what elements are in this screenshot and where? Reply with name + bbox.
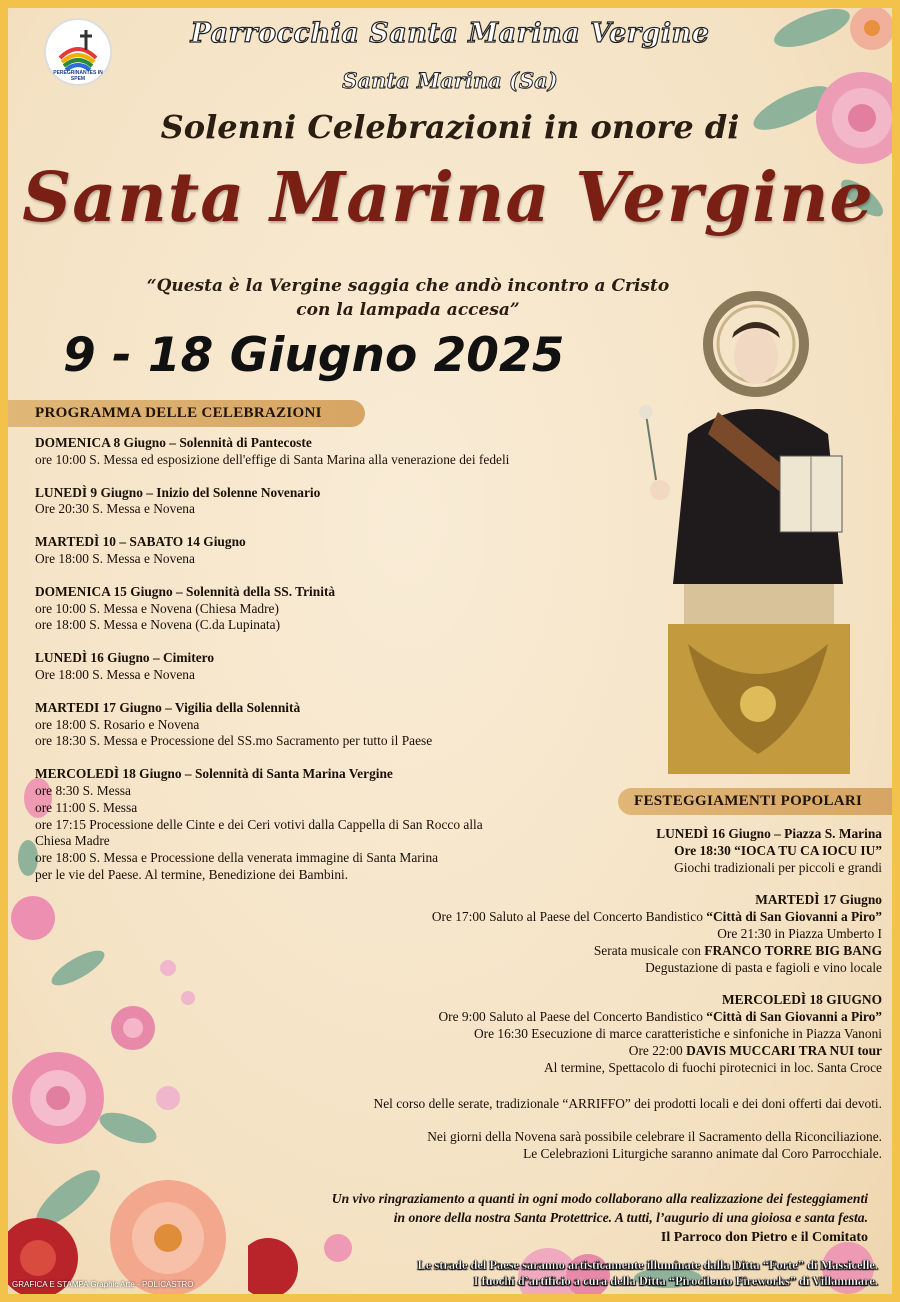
town-name: Santa Marina (Sa) <box>342 68 558 93</box>
program-event <box>35 700 615 750</box>
arriffo-note: Nel corso delle serate, tradizionale “ARRIFFO” dei prodotti locali e dei doni offerti dai devoti. <box>373 1096 882 1111</box>
program-event-line: ore 10:00 S. Messa e Novena (Chiesa Madre) <box>35 600 279 616</box>
parish-name: Parrocchia Santa Marina Vergine <box>190 18 710 49</box>
poster <box>8 8 892 1294</box>
festivity-line: Degustazione di pasta e fagioli e vino locale <box>645 959 882 975</box>
program-event <box>35 485 615 519</box>
thanks-message <box>238 1189 868 1227</box>
novena-note-line-2: Le Celebrazioni Liturgiche saranno animate dal Coro Parrocchiale. <box>523 1145 882 1161</box>
program-heading: PROGRAMMA DELLE CELEBRAZIONI <box>8 400 365 427</box>
program-event-title: DOMENICA 8 Giugno – Solennità di Pantecoste <box>35 435 312 450</box>
program-event-title: MARTEDÌ 10 – SABATO 14 Giugno <box>35 534 246 550</box>
program-event-title: MERCOLEDÌ 18 Giugno – Solennità di Santa Marina Vergine <box>35 766 393 782</box>
saint-title: Santa Marina Vergine <box>22 158 874 238</box>
program-event-line: Ore 18:00 S. Messa e Novena <box>35 666 195 682</box>
footer-line-1: Le strade del Paese saranno artisticamente illuminate dalla Ditta “Forte” di Massicelle. <box>417 1258 878 1272</box>
band-name: “Città di San Giovanni a Piro” <box>706 909 882 925</box>
festivity-day-3 <box>262 992 882 1076</box>
festivity-title: LUNEDÌ 16 Giugno – Piazza S. Marina <box>656 826 882 841</box>
program-event-line: ore 18:00 S. Messa e Novena (C.da Lupinata) <box>35 617 281 633</box>
novena-note <box>182 1129 882 1163</box>
festivity-title: MERCOLEDÌ 18 GIUGNO <box>722 992 882 1008</box>
festivity-line: Ore 21:30 in Piazza Umberto I <box>717 925 882 941</box>
band-name: “Città di San Giovanni a Piro” <box>706 1009 882 1025</box>
print-credit: GRAFICA E STAMPA Graphic Arte - POLICASTRO <box>12 1280 194 1289</box>
thanks-line-1: Un vivo ringraziamento a quanti in ogni modo collaborano alla realizzazione dei festeggiamenti <box>331 1191 868 1206</box>
performer-name: FRANCO TORRE BIG BANG <box>704 942 882 958</box>
program-event-line: ore 18:00 S. Rosario e Novena <box>35 716 200 732</box>
festivity-line <box>262 1043 882 1060</box>
festivity-day-2 <box>262 892 882 976</box>
program-event-line: ore 11:00 S. Messa <box>35 799 138 815</box>
program-event-line: ore 17:15 Processione delle Cinte e dei Ceri votivi dalla Cappella di San Rocco alla <box>35 816 483 832</box>
festivity-line <box>262 943 882 960</box>
thanks-line-2: in onore della nostra Santa Protettrice. A tutti, l’augurio di una gioiosa e santa festa. <box>393 1210 868 1225</box>
program-event <box>35 534 615 568</box>
program-event-line: Chiesa Madre <box>35 833 110 849</box>
program-event-title: DOMENICA 15 Giugno – Solennità della SS. Trinità <box>35 583 336 599</box>
celebrations-subtitle: Solenni Celebrazioni in onore di <box>160 108 740 146</box>
festivity-day-1 <box>262 826 882 876</box>
festivity-text: Serata musicale con <box>593 942 705 958</box>
program-event-line: ore 8:30 S. Messa <box>35 782 131 798</box>
program-event-title: LUNEDÌ 16 Giugno – Cimitero <box>35 650 215 666</box>
saint-statue-icon <box>628 284 888 784</box>
program-event-line: ore 18:00 S. Messa e Processione della venerata immagine di Santa Marina <box>35 850 439 866</box>
quote <box>128 274 688 322</box>
program-event-line: Ore 20:30 S. Messa e Novena <box>35 501 195 517</box>
festivities-heading: FESTEGGIAMENTI POPOLARI <box>618 788 892 815</box>
footer-line-2: I fuochi d’artificio a cura della Ditta “Pirocilento Fireworks” di Villammare. <box>473 1273 878 1288</box>
festivity-text: Ore 9:00 Saluto al Paese del Concerto Bandistico <box>438 1009 707 1025</box>
program-event <box>35 435 615 469</box>
program-event-line: per le vie del Paese. Al termine, Benedizione dei Bambini. <box>35 866 349 882</box>
program-event <box>35 650 615 684</box>
quote-line-1: “Questa è la Vergine saggia che andò incontro a Cristo <box>146 276 670 296</box>
festivity-line: Ore 18:30 “IOCA TU CA IOCU IU” <box>674 842 882 858</box>
festivity-line <box>262 1009 882 1026</box>
festivity-line <box>262 909 882 926</box>
novena-note-line-1: Nei giorni della Novena sarà possibile celebrare il Sacramento della Riconciliazione. <box>427 1129 882 1144</box>
logo-caption: PEREGRINANTES IN SPEM <box>53 70 103 82</box>
festivities-list <box>262 826 882 1092</box>
festivity-text: Ore 17:00 Saluto al Paese del Concerto Bandistico <box>431 909 707 925</box>
festivity-line: Ore 16:30 Esecuzione di marce caratteristiche e sinfoniche in Piazza Vanoni <box>473 1025 882 1041</box>
festivity-line: Giochi tradizionali per piccoli e grandi <box>674 859 882 875</box>
footer-credits <box>258 1258 878 1289</box>
program-event-title: MARTEDI 17 Giugno – Vigilia della Solennità <box>35 699 301 715</box>
program-event-line: Ore 18:00 S. Messa e Novena <box>35 550 195 566</box>
program-event <box>35 584 615 634</box>
event-dates: 9 - 18 Giugno 2025 <box>63 328 565 383</box>
festivity-line: Al termine, Spettacolo di fuochi pirotecnici in loc. Santa Croce <box>543 1059 882 1075</box>
signature: Il Parroco don Pietro e il Comitato <box>660 1230 868 1245</box>
festivity-text: Ore 22:00 <box>628 1042 687 1058</box>
festivity-title: MARTEDÌ 17 Giugno <box>755 892 882 908</box>
program-event-line: ore 10:00 S. Messa ed esposizione dell'effige di Santa Marina alla venerazione dei fedeli <box>35 451 510 467</box>
program-event-line: ore 18:30 S. Messa e Processione del SS.mo Sacramento per tutto il Paese <box>35 733 433 749</box>
performer-name: DAVIS MUCCARI TRA NUI tour <box>686 1042 882 1058</box>
program-event-title: LUNEDÌ 9 Giugno – Inizio del Solenne Novenario <box>35 484 321 500</box>
quote-line-2: con la lampada accesa” <box>296 300 520 320</box>
